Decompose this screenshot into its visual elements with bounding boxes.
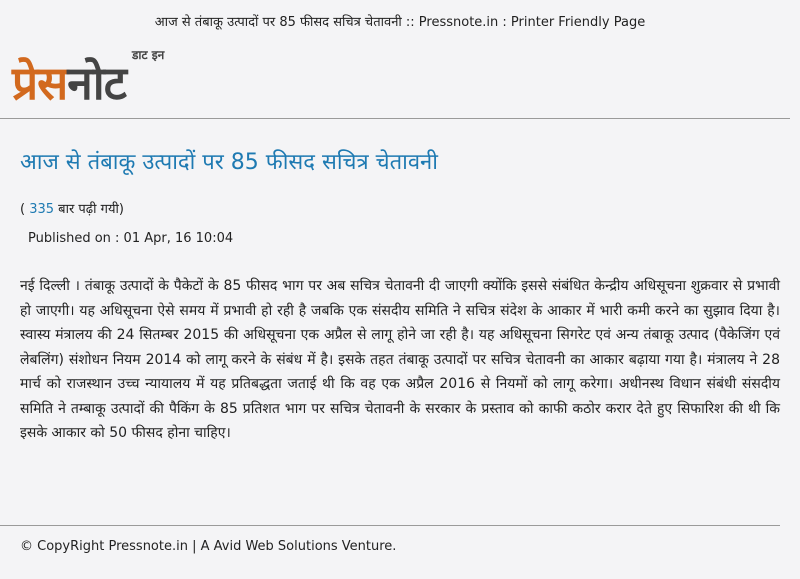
article-headline: आज से तंबाकू उत्पादों पर 85 फीसद सचित्र चेतावनी [20,150,438,175]
logo-subtitle: डाट इन [132,48,165,62]
read-count [20,199,124,217]
read-count-number: 335 [29,202,55,217]
published-date: Published on : 01 Apr, 16 10:04 [28,231,234,246]
article-body: नई दिल्ली । तंबाकू उत्पादों के पैकेटों के 85 फीसद भाग पर अब सचित्र चेतावनी दी जाएगी क्योंकि इससे संबंधित केन्द्रीय अधिसूचना शुक्रवार से प्रभावी हो जाएगी। यह अधिसूचना ऐसे समय में प्रभावी हो रही है जबकि एक संसदीय समिति ने सचित्र संदेश के आकार में भारी कमी करने का सुझाव दिया है।स्वास्य मंत्रालय की 24 सितम्बर 2015 की अधिसूचना एक अप्रैल से लागू होने जा रही है। यह अधिसूचना सिगरेट एवं अन्य तंबाकू उत्पाद (पैकेजिंग एवं लेबलिंग) संशोधन नियम 2014 को लागू करने के संबंध में है। इसके तहत तंबाकू उत्पादों पर सचित्र चेतावनी का आकार बढ़ाया गया है। मंत्रालय ने 28 मार्च को राजस्थान उच्च न्यायालय में यह प्रतिबद्धता जताई थी कि वह एक अप्रैल 2016 से नियमों को लागू करेगा। अधीनस्थ विधान संबंधी संसदीय समिति ने तम्बाकू उत्पादों की पैकिंग के 85 प्रतिशत भाग पर सचित्र चेतावनी के सरकार के प्रस्ताव को काफी कठोर करार देते हुए सिफारिश की थी कि इसके आकार को 50 फीसद होना चाहिए। [20,278,780,441]
logo-word-note: नोट [67,56,126,110]
footer-copyright: © CopyRight Pressnote.in | A Avid Web Solutions Venture. [20,539,397,554]
pressnote-logo[interactable] [12,42,212,114]
read-count-suffix: बार पढ़ी गयी) [54,202,124,217]
footer-divider [0,525,780,526]
header-divider [0,118,790,119]
logo-wordmark [12,56,126,110]
read-count-open: ( [20,202,30,217]
page-window-title: आज से तंबाकू उत्पादों पर 85 फीसद सचित्र चेतावनी :: Pressnote.in : Printer Friendly Page [154,15,646,30]
logo-word-press: प्रेस [12,56,68,110]
